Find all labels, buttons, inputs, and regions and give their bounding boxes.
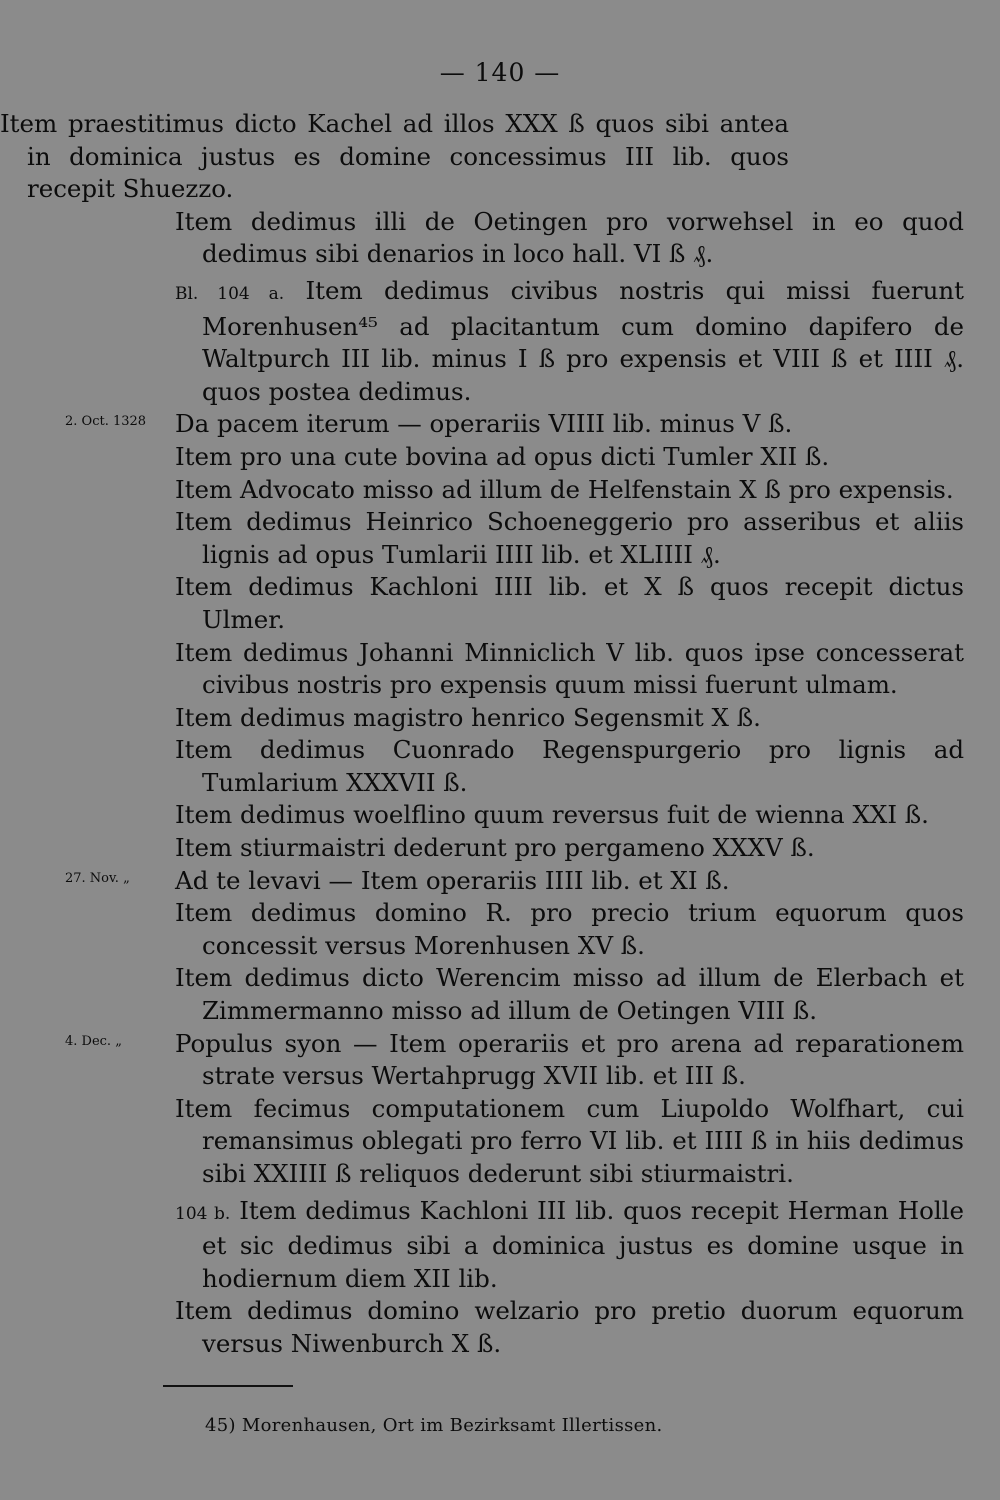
margin-date: 4. Dec. „ xyxy=(65,1033,122,1049)
footnote-divider xyxy=(163,1385,293,1387)
margin-date: 2. Oct. 1328 xyxy=(65,414,147,430)
entry-text: Item dedimus woelflino quum reversus fuit de wienna XXI ß. xyxy=(175,800,929,830)
entry-text: Item dedimus Cuonrado Regenspurgerio pro lignis ad Tumlarium XXXVII ß. xyxy=(175,735,964,797)
entry-text: Ad te levavi — Item operariis IIII lib. et XI ß. xyxy=(175,865,730,895)
ledger-entry xyxy=(175,275,964,408)
entry-text: Item dedimus dicto Werencim misso ad illum de Elerbach et Zimmermanno misso ad illum de Oetingen VIII ß. xyxy=(175,963,964,1026)
ledger-entry xyxy=(175,1195,964,1296)
entry-text: Item dedimus Johanni Minniclich V lib. quos ipse concesserat civibus nostris pro expensis quum missi fuerunt ulmam. xyxy=(175,637,964,700)
ledger-entry xyxy=(0,108,789,206)
entry-text: Item dedimus magistro henrico Segensmit X ß. xyxy=(175,702,761,732)
ledger-entry xyxy=(175,637,964,702)
ledger-entry xyxy=(175,702,964,735)
entry-text: Item dedimus domino R. pro precio trium equorum quos concessit versus Morenhusen XV ß. xyxy=(175,898,964,960)
entry-text: Item dedimus illi de Oetingen pro vorwehsel in eo quod dedimus sibi denarios in loco hall. VI ß ₰. xyxy=(175,206,964,269)
ledger-entry xyxy=(175,1295,964,1360)
ledger-entry xyxy=(175,441,964,474)
ledger-entry xyxy=(175,962,964,1027)
ledger-entry xyxy=(65,865,964,898)
entry-text: Item dedimus Heinrico Schoeneggerio pro asseribus et aliis lignis ad opus Tumlarii IIII lib. et XLIIII ₰. xyxy=(175,507,964,569)
entry-text: Da pacem iterum — operariis VIIII lib. minus V ß. xyxy=(175,409,793,439)
ledger-entries xyxy=(0,108,1000,1361)
entry-text: Item dedimus Kachloni IIII lib. et X ß quos recepit dictus Ulmer. xyxy=(175,572,964,634)
ledger-entry xyxy=(65,408,964,441)
ledger-entry xyxy=(175,734,964,799)
entry-text: Item pro una cute bovina ad opus dicti Tumler XII ß. xyxy=(175,441,830,471)
entry-text: Item dedimus domino welzario pro pretio duorum equorum versus Niwenburch X ß. xyxy=(175,1296,964,1358)
entry-text: Item fecimus computationem cum Liupoldo Wolfhart, cui remansimus oblegati pro ferro VI lib. et IIII ß in hiis dedimus sibi XXIIII ß reliquos dederunt sibi stiurmaistri. xyxy=(175,1093,964,1188)
footnote: 45) Morenhausen, Ort im Bezirksamt Illertissen. xyxy=(205,1415,663,1436)
entry-text: Item Advocato misso ad illum de Helfenstain X ß pro expensis. xyxy=(175,474,954,504)
ledger-entry xyxy=(175,799,964,832)
page-number: — 140 — xyxy=(439,58,561,87)
ledger-entry xyxy=(175,506,964,571)
entry-text: Item dedimus civibus nostris qui missi fuerunt Morenhusen⁴⁵ ad placitantum cum domino dapifero de Waltpurch III lib. minus I ß pro expensis et VIII ß et IIII ₰. quos postea dedimus. xyxy=(202,275,964,406)
ledger-entry xyxy=(175,1093,964,1191)
entry-text: Populus syon — Item operariis et pro arena ad reparationem strate versus Wertahprugg XVII lib. et III ß. xyxy=(175,1028,964,1091)
ledger-entry xyxy=(175,897,964,962)
ledger-entry xyxy=(175,832,964,865)
ledger-entry xyxy=(175,206,964,271)
folio-reference: 104 b. xyxy=(175,1203,231,1224)
entry-text: Item stiurmaistri dederunt pro pergameno XXXV ß. xyxy=(175,833,815,863)
folio-reference: Bl. 104 a. xyxy=(175,283,285,304)
ledger-entry xyxy=(175,474,964,507)
ledger-entry xyxy=(65,1028,964,1093)
entry-text: Item dedimus Kachloni III lib. quos recepit Herman Holle et sic dedimus sibi a dominica justus es domine usque in hodiernum diem XII lib. xyxy=(202,1195,964,1293)
entry-text: Item praestitimus dicto Kachel ad illos XXX ß quos sibi antea in dominica justus es domine concessimus III lib. quos recepit Shuezzo. xyxy=(0,109,789,204)
ledger-entry xyxy=(175,571,964,636)
margin-date: 27. Nov. „ xyxy=(65,870,130,886)
